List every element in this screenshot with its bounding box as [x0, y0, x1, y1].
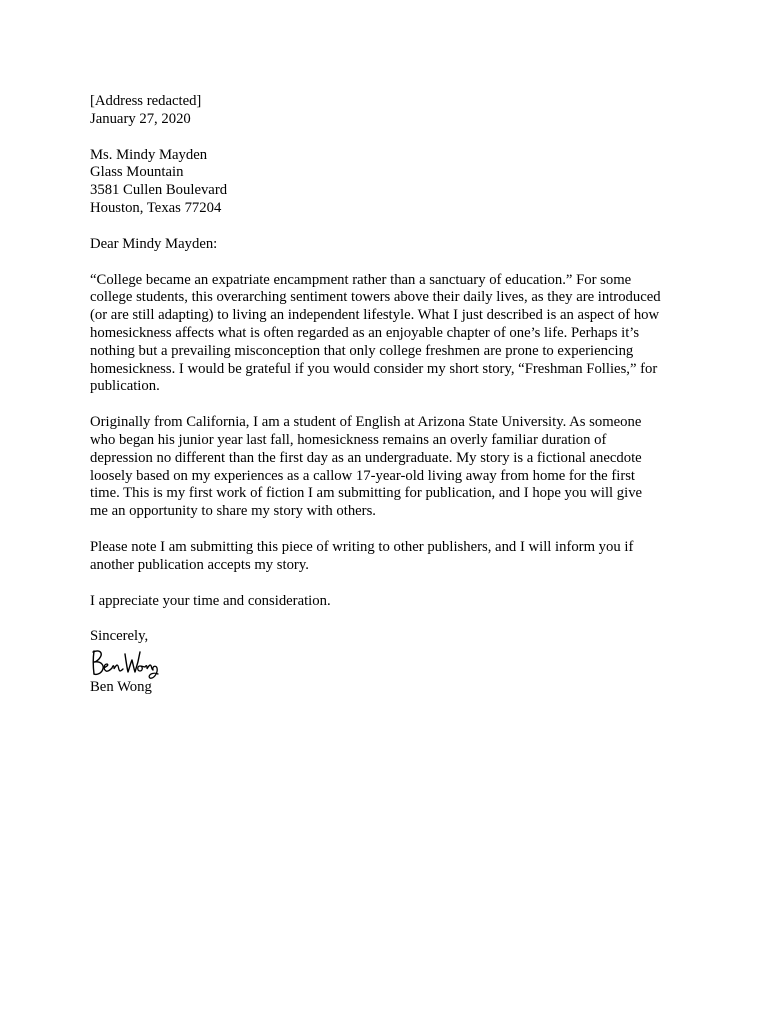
spacer [90, 218, 670, 236]
sender-address: [Address redacted] [90, 93, 202, 109]
paragraph-submission-note [90, 539, 670, 575]
body-line: another publication accepts my story. [90, 556, 309, 573]
closing: Sincerely, [90, 628, 149, 645]
body-line: college students, this overarching sentiment towers above their daily lives, as they are introduced [90, 289, 661, 306]
body-line: Originally from California, I am a student of English at Arizona State University. As someone [90, 414, 642, 431]
recipient-block [90, 147, 670, 218]
spacer [90, 396, 670, 414]
spacer [90, 575, 670, 593]
recipient-city: Houston, Texas 77204 [90, 199, 222, 216]
spacer [90, 521, 670, 539]
body-line: I appreciate your time and consideration. [90, 592, 331, 609]
body-line: (or are still adapting) to living an independent lifestyle. What I just described is an aspect of how [90, 307, 660, 324]
handwritten-signature [90, 646, 160, 680]
recipient-company: Glass Mountain [90, 164, 184, 181]
paragraph-intro [90, 272, 670, 397]
recipient-street: 3581 Cullen Boulevard [90, 182, 228, 199]
body-line: who began his junior year last fall, homesickness remains an overly familiar duration of [90, 431, 607, 448]
body-line: “College became an expatriate encampment rather than a sanctuary of education.” For some [90, 271, 632, 288]
paragraph-thanks [90, 593, 670, 611]
letter-date: January 27, 2020 [90, 110, 191, 127]
signer-name: Ben Wong [90, 679, 152, 696]
paragraph-background [90, 414, 670, 521]
recipient-name: Ms. Mindy Mayden [90, 146, 208, 163]
salutation: Dear Mindy Mayden: [90, 235, 218, 252]
body-line: loosely based on my experiences as a callow 17-year-old living away from home for the first [90, 467, 636, 484]
spacer [90, 610, 670, 628]
spacer [90, 129, 670, 147]
body-line: homesickness affects what is often regarded as an enjoyable chapter of one’s life. Perhaps it’s [90, 324, 640, 341]
sender-block [90, 93, 670, 129]
body-line: time. This is my first work of fiction I am submitting for publication, and I hope you will give [90, 485, 643, 502]
body-line: me an opportunity to share my story with others. [90, 503, 376, 520]
body-line: depression no different than the first day as an undergraduate. My story is a fictional anecdote [90, 449, 642, 466]
cover-letter [90, 93, 670, 697]
body-line: Please note I am submitting this piece of writing to other publishers, and I will inform you if [90, 538, 634, 555]
spacer [90, 254, 670, 272]
body-line: nothing but a prevailing misconception that only college freshmen are prone to experiencing [90, 342, 634, 359]
body-line: publication. [90, 378, 160, 395]
body-line: homesickness. I would be grateful if you would consider my short story, “Freshman Follies,” for [90, 360, 658, 377]
